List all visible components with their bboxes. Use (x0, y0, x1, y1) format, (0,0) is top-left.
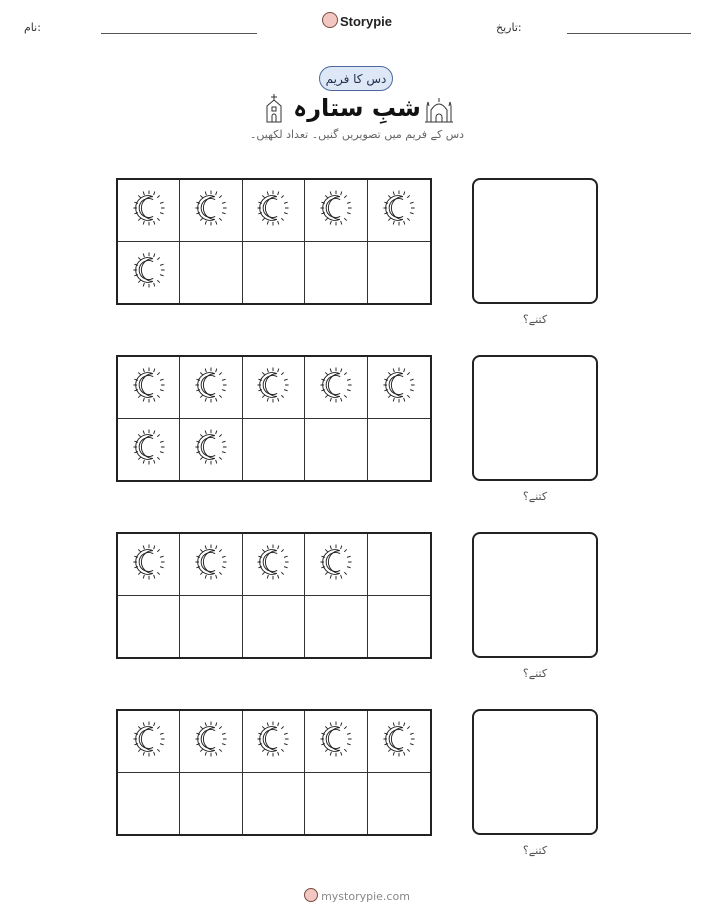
bear-icon (304, 888, 318, 902)
ten-frame-cell (118, 242, 180, 304)
date-line[interactable] (567, 33, 691, 34)
ten-frame-cell (118, 711, 180, 773)
crescent-moon-icon (317, 720, 355, 762)
ten-frame-cell (368, 596, 430, 658)
instructions-text: دس کے فریم میں تصویریں گنیں۔ تعداد لکھیں۔ (249, 128, 465, 141)
crescent-moon-icon (317, 543, 355, 585)
crescent-moon-icon (130, 251, 168, 293)
ten-frame-cell (180, 534, 242, 596)
footer-site: mystorypie.com (321, 890, 410, 903)
ten-frame-cell (243, 596, 305, 658)
ten-frame-cell (243, 357, 305, 419)
ten-frame-cell (180, 419, 242, 481)
ten-frame-cell (118, 534, 180, 596)
ten-frame-cell (368, 180, 430, 242)
ten-frame-cell (180, 711, 242, 773)
crescent-moon-icon (254, 720, 292, 762)
ten-frame-cell (243, 180, 305, 242)
brand-logo (0, 12, 714, 29)
crescent-moon-icon (130, 720, 168, 762)
answer-box[interactable] (472, 178, 598, 304)
ten-frame-cell (118, 180, 180, 242)
ten-frame (116, 178, 432, 305)
crescent-moon-icon (380, 189, 418, 231)
crescent-moon-icon (192, 428, 230, 470)
ten-frame-cell (180, 242, 242, 304)
answer-box[interactable] (472, 355, 598, 481)
ten-frame-cell (305, 419, 367, 481)
ten-frame-cell (118, 419, 180, 481)
ten-frame-cell (305, 773, 367, 835)
footer (0, 888, 714, 903)
ten-frame-cell (368, 357, 430, 419)
ten-frame-cell (305, 596, 367, 658)
crescent-moon-icon (254, 543, 292, 585)
crescent-moon-icon (130, 428, 168, 470)
ten-frame-cell (368, 711, 430, 773)
ten-frame-cell (243, 419, 305, 481)
crescent-moon-icon (254, 366, 292, 408)
crescent-moon-icon (317, 189, 355, 231)
ten-frame-cell (180, 357, 242, 419)
ten-frame-cell (305, 534, 367, 596)
answer-box[interactable] (472, 532, 598, 658)
brand-name: Storypie (339, 14, 392, 29)
how-many-label: کتنے؟ (522, 313, 548, 326)
ten-frame-cell (368, 773, 430, 835)
ten-frame-cell (243, 711, 305, 773)
ten-frame-cell (180, 596, 242, 658)
ten-frame (116, 532, 432, 659)
bear-icon (322, 12, 338, 28)
date-label: تاریخ: (496, 21, 522, 34)
ten-frame-cell (118, 357, 180, 419)
crescent-moon-icon (380, 366, 418, 408)
crescent-moon-icon (192, 543, 230, 585)
ten-frame-cell (305, 711, 367, 773)
crescent-moon-icon (192, 720, 230, 762)
ten-frame-cell (118, 773, 180, 835)
ten-frame (116, 709, 432, 836)
mosque-icon (424, 92, 454, 128)
ten-frame-cell (243, 773, 305, 835)
crescent-moon-icon (380, 720, 418, 762)
answer-box[interactable] (472, 709, 598, 835)
name-line[interactable] (101, 33, 257, 34)
ten-frame-cell (368, 242, 430, 304)
crescent-moon-icon (130, 543, 168, 585)
crescent-moon-icon (254, 189, 292, 231)
how-many-label: کتنے؟ (522, 490, 548, 503)
ten-frame-cell (305, 357, 367, 419)
ten-frame-cell (243, 242, 305, 304)
ten-frame-cell (243, 534, 305, 596)
worksheet-badge: دس کا فریم (319, 66, 393, 91)
ten-frame-cell (118, 596, 180, 658)
ten-frame-cell (368, 534, 430, 596)
crescent-moon-icon (130, 366, 168, 408)
crescent-moon-icon (130, 189, 168, 231)
crescent-moon-icon (317, 366, 355, 408)
ten-frame (116, 355, 432, 482)
ten-frame-cell (180, 773, 242, 835)
name-label: نام: (24, 21, 41, 34)
crescent-moon-icon (192, 189, 230, 231)
ten-frame-cell (305, 180, 367, 242)
ten-frame-cell (368, 419, 430, 481)
worksheet-title: شبِ ستارہ (293, 94, 421, 122)
ten-frame-cell (305, 242, 367, 304)
crescent-moon-icon (192, 366, 230, 408)
ten-frame-cell (180, 180, 242, 242)
how-many-label: کتنے؟ (522, 667, 548, 680)
how-many-label: کتنے؟ (522, 844, 548, 857)
